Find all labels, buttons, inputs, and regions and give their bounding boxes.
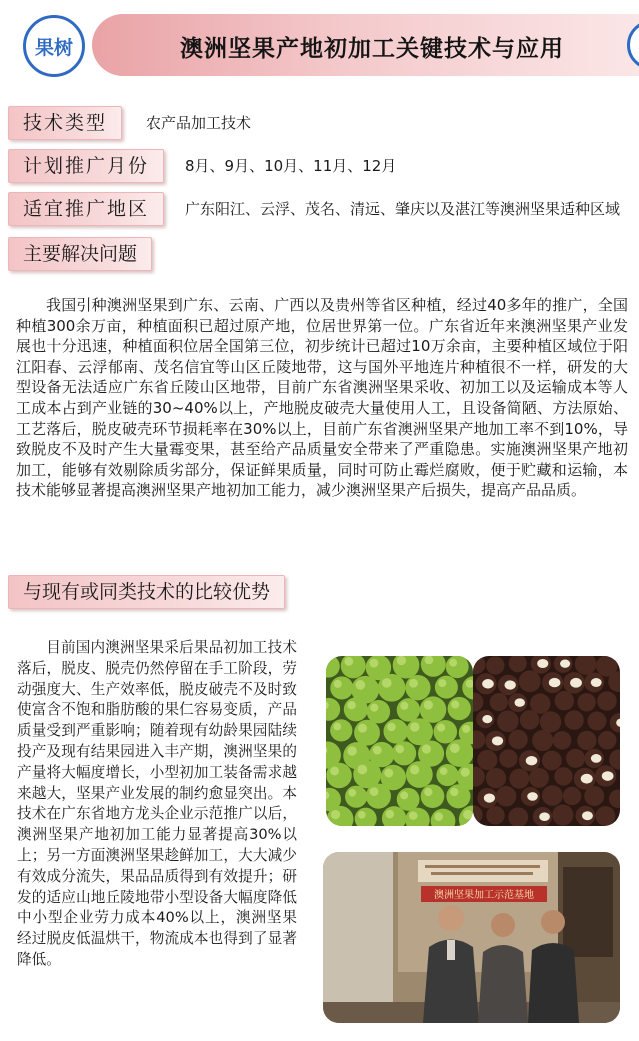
green-fruit [435, 676, 458, 699]
green-fruit [405, 675, 430, 700]
macadamia-nut [542, 751, 562, 771]
macadamia-nut [552, 804, 573, 825]
tech-type-label: 技术类型 [8, 106, 122, 140]
macadamia-nut [477, 750, 497, 770]
green-fruit [420, 696, 447, 723]
macadamia-nut [587, 712, 606, 731]
months-label: 计划推广月份 [8, 149, 164, 183]
green-fruit [397, 698, 420, 721]
region-label: 适宜推广地区 [8, 192, 164, 226]
green-fruit [446, 656, 469, 678]
macadamia-nut [499, 749, 517, 767]
demonstration-banner-text: 澳洲坚果加工示范基地 [434, 890, 534, 901]
green-fruit [378, 674, 406, 702]
cracked-nut-photo [473, 656, 620, 826]
macadamia-nut [577, 693, 595, 711]
person-middle-body [478, 945, 528, 1023]
macadamia-nut [520, 710, 540, 730]
green-fruit [392, 741, 416, 765]
macadamia-nut [566, 749, 585, 768]
macadamia-nut [584, 786, 604, 806]
green-fruit [354, 720, 380, 746]
macadamia-nut [486, 768, 506, 788]
green-fruit [345, 786, 367, 808]
advantage-text: 目前国内澳洲坚果采后果品初加工技术落后，脱皮、脱壳仍然停留在手工阶段，劳动强度大、生产效率低，脱皮破壳不及时致使富含不饱和脂肪酸的果仁容易变质，产品质量受到严重影响；随着现有幼龄果园陆续投产及现有结果园进入丰产期，澳洲坚果的产量将大幅度增长，小型初加工装备需求越来越大，坚果产业发展的制约愈显突出。本技术在广东省地方龙头企业示范推广以后，澳洲坚果产地初加工能力显著提高30%以上；另一方面澳洲坚果趁鲜加工，大大减少有效成分流失，果品品质得到有效提升；研发的适应山地丘陵地带小型设备大幅度降低中小型企业劳力成本40%以上，澳洲坚果经过脱皮低温烘干，物流成本也得到了显著降低。 [17, 639, 297, 968]
months-value: 8月、9月、10月、11月、12月 [185, 157, 397, 175]
macadamia-nut [596, 806, 616, 826]
macadamia-nut [553, 731, 572, 750]
green-fruit [433, 720, 457, 744]
macadamia-nut [490, 693, 508, 711]
macadamia-nut [554, 767, 572, 785]
macadamia-nut [542, 785, 563, 806]
macadamia-nut [598, 731, 616, 749]
green-fruit [326, 763, 352, 789]
green-fruit [448, 697, 471, 720]
green-fruit [436, 764, 458, 786]
demonstration-base-photo [323, 852, 620, 1023]
green-fruit [367, 700, 390, 723]
person-right-head [541, 910, 565, 934]
region-value: 广东阳江、云浮、茂名、清远、肇庆以及湛江等澳洲坚果适种区域 [185, 200, 621, 218]
problem-text: 我国引种澳洲坚果到广东、云南、广西以及贵州等省区种植，经过40多年的推广，全国种植300余万亩，种植面积已超过原产地，位居世界第一位。广东省近年来澳洲坚果产业发展也十分迅速，种植面积位居全国第三位，初步统计已超过10万余亩，主要种植区域位于阳江阳春、云浮郁南、茂名信宜等山区丘陵地带，这与国外平地连片种植很不一样，研发的大型设备无法适应广东省丘陵山区地带，目前广东省澳洲坚果采收、初加工以及运输成本等人工成本占到产业链的30~40%以上，产地脱皮破壳大量使用人工，且设备简陋、方法原始、工艺落后，脱皮破壳环节损耗率在30%以上，目前广东省澳洲坚果产地加工率不到10%，导致脱皮不及时产生大量霉变果，甚至给产品质量安全带来了严重隐患。实施澳洲坚果产地初加工，能够有效剔除质劣部分，保证鲜果质量，同时可防止霉烂腐败，便于贮藏和运输，本技术能够显著提高澳洲坚果产地初加工能力，减少澳洲坚果产后损失，提高产品品质。 [16, 296, 628, 500]
macadamia-nut [497, 710, 519, 732]
category-badge [23, 15, 85, 77]
green-fruit [330, 676, 353, 699]
macadamia-nut [496, 786, 516, 806]
person-middle-head [491, 913, 515, 937]
green-fruit [446, 784, 470, 808]
green-fruit [446, 739, 473, 767]
macadamia-nut [508, 730, 527, 749]
green-fruit [421, 784, 445, 808]
advantage-label: 与现有或同类技术的比较优势 [8, 575, 285, 609]
person-left-head [438, 905, 464, 931]
macadamia-nut [532, 730, 553, 751]
green-fruit [366, 783, 391, 808]
macadamia-nut [486, 656, 504, 674]
page-title: 澳洲坚果产地初加工关键技术与应用 [180, 36, 564, 62]
macadamia-nut [519, 670, 541, 692]
tech-type-value: 农产品加工技术 [146, 114, 252, 132]
macadamia-nut [563, 787, 581, 805]
category-badge-label: 果树 [34, 36, 73, 59]
green-fruit [383, 719, 408, 744]
person-right-body [528, 943, 579, 1023]
macadamia-nut [529, 768, 549, 788]
macadamia-nut [540, 711, 561, 732]
macadamia-nut [509, 769, 529, 789]
green-fruit [397, 788, 420, 811]
green-fruit [330, 719, 352, 741]
macadamia-nut [555, 691, 574, 710]
green-fruit [344, 697, 368, 721]
macadamia-nut [486, 806, 504, 824]
macadamia-nut [577, 731, 596, 750]
header-band [92, 14, 639, 76]
macadamia-nut [564, 710, 583, 729]
macadamia-nut [597, 691, 617, 711]
green-fruit-photo [326, 656, 473, 826]
problem-label: 主要解决问题 [8, 237, 152, 271]
green-fruit [406, 761, 433, 788]
